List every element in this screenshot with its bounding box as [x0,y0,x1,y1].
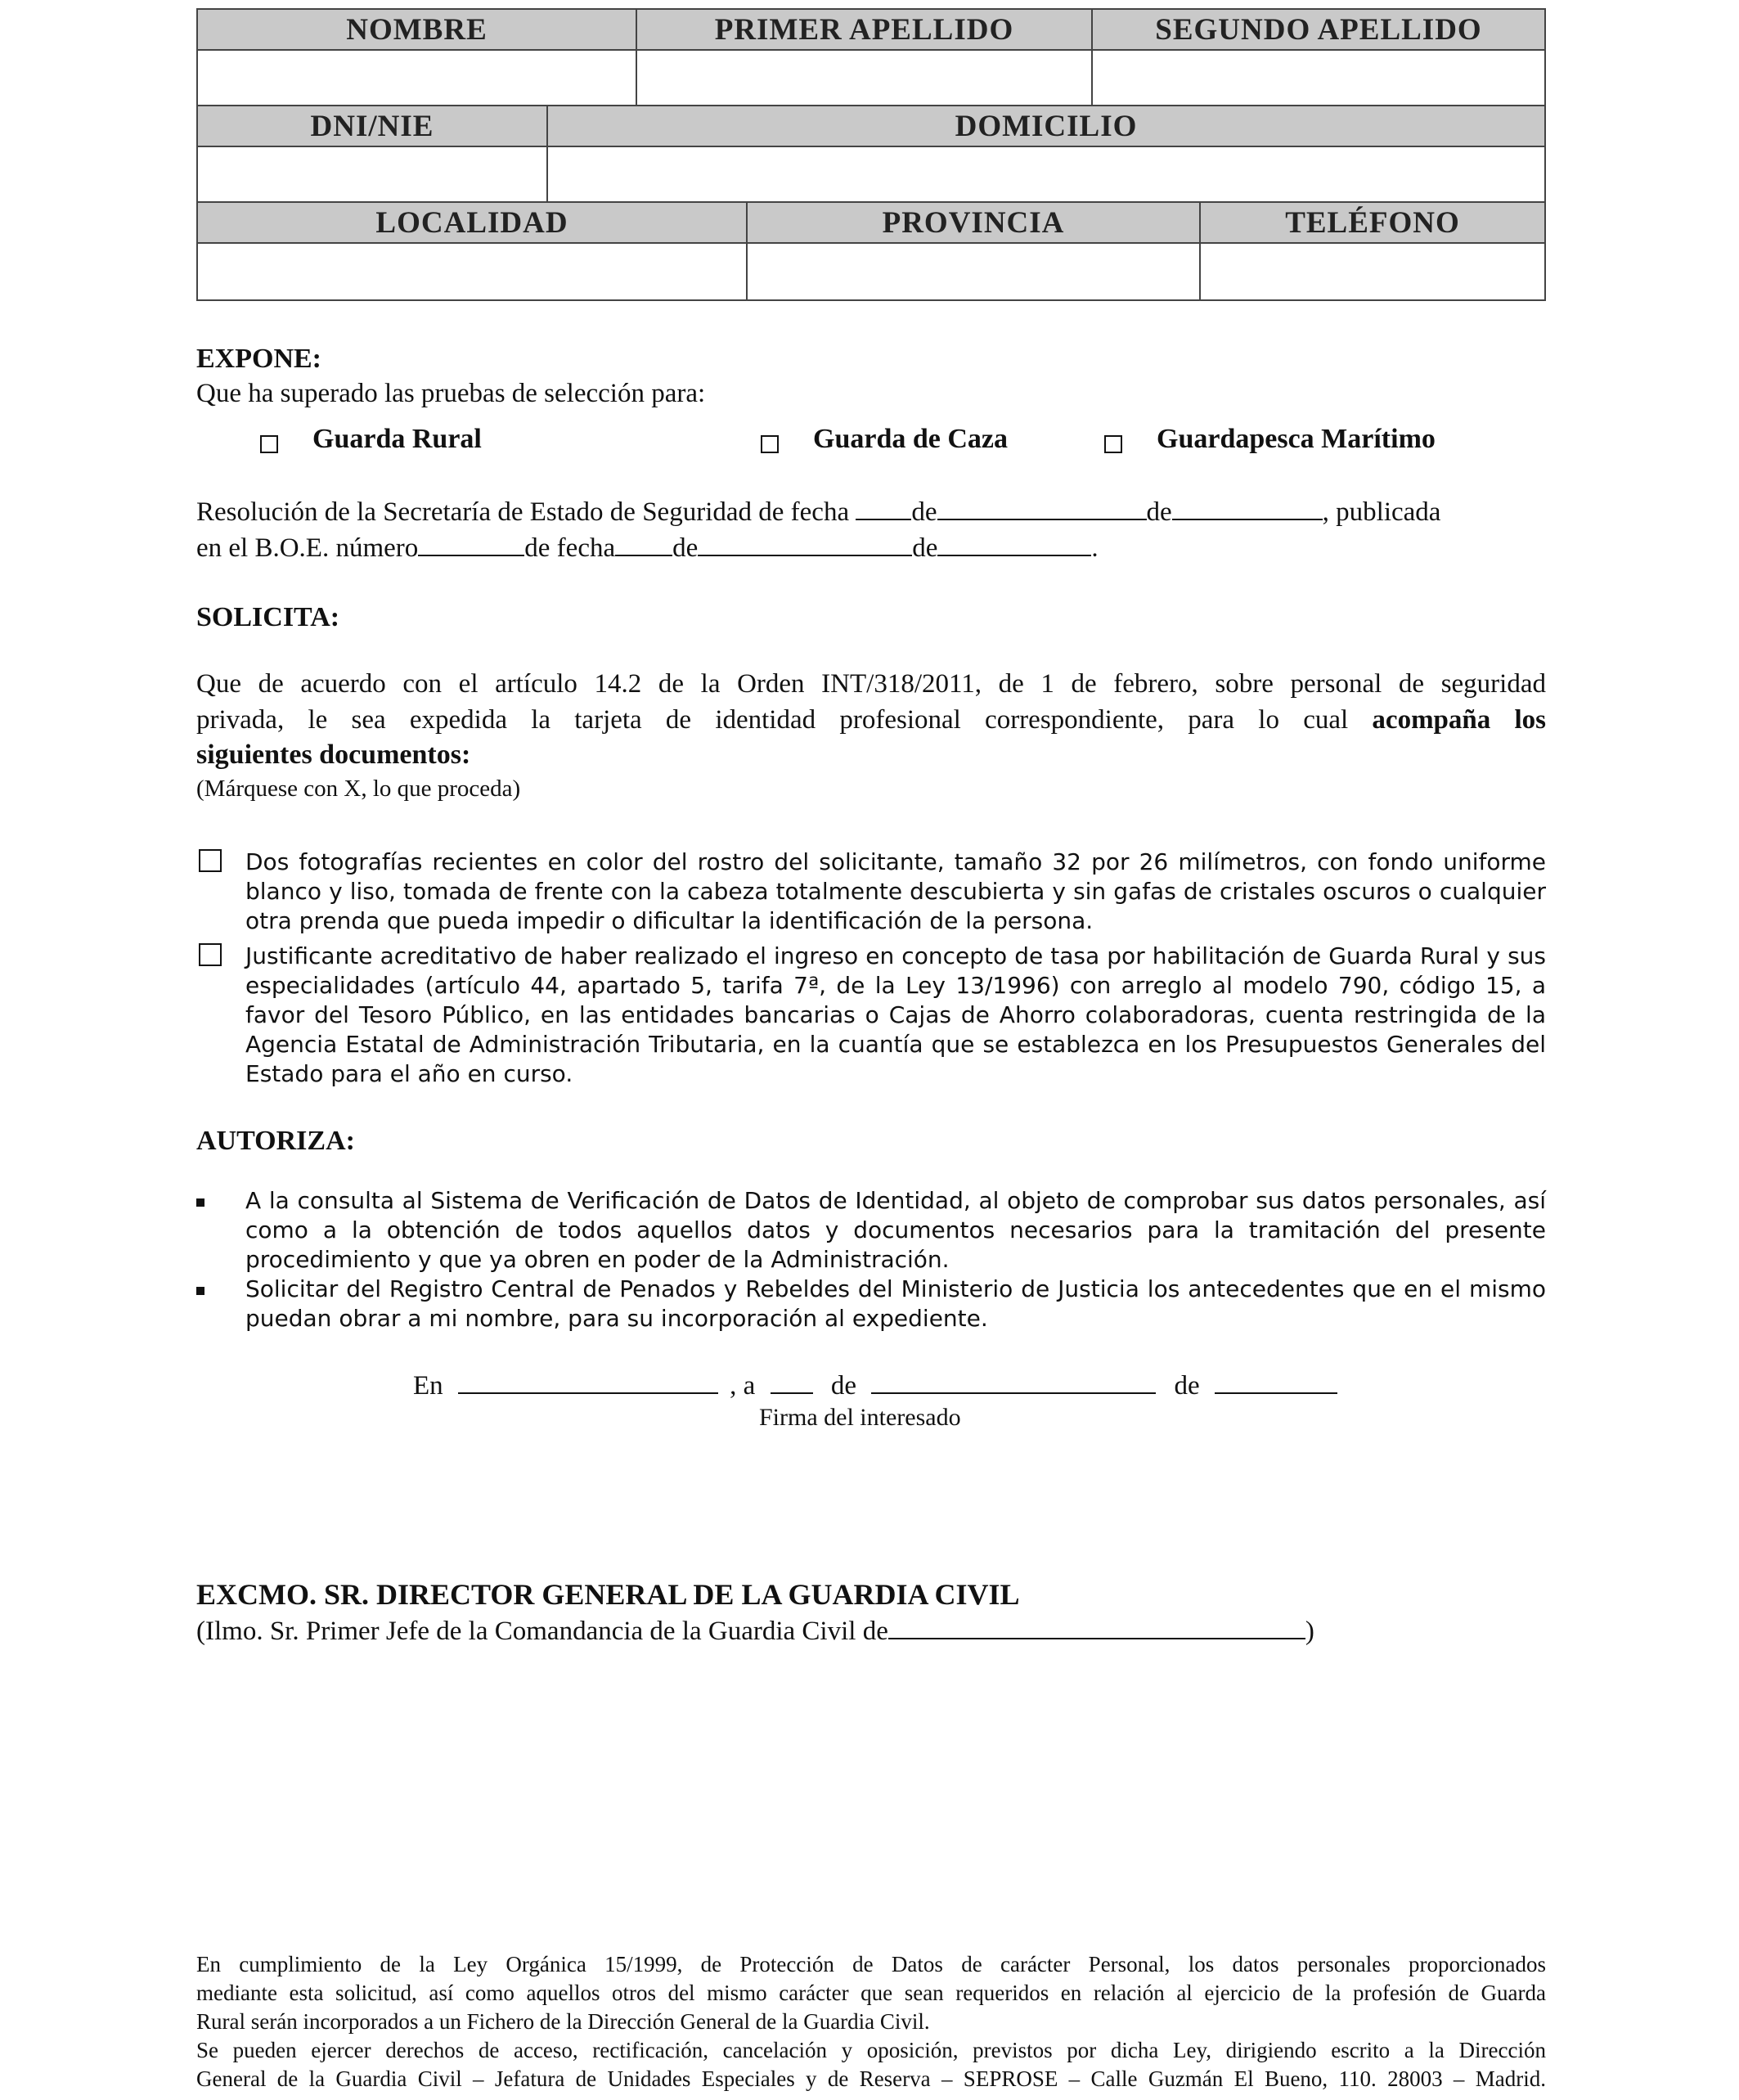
table-input-row [198,147,1544,203]
footer-line: Rural serán incorporados a un Fichero de la Dirección General de la Guardia Civil. [196,2009,930,2034]
primer-apellido-field[interactable] [637,51,1093,105]
solicita-line-2 [196,705,1546,735]
option-guardapesca-maritimo[interactable] [1104,424,1436,455]
addressee-title: EXCMO. SR. DIRECTOR GENERAL DE LA GUARDIA CIVIL [196,1578,1020,1611]
table-header-row [198,203,1544,244]
expone-intro: Que ha superado las pruebas de selección para: [196,379,706,408]
solicita-note: (Márquese con X, lo que proceda) [196,776,521,802]
header-provincia: PROVINCIA [748,203,1201,242]
resolution-de: de [911,497,937,527]
document-item-fee [245,942,1546,1089]
document-line: favor del Tesoro Público, en las entidades bancarias o Cajas de Ahorro colaboradoras, cuenta restringida de la [245,1001,1546,1028]
bullet-icon [196,1196,204,1211]
checkbox[interactable] [761,435,779,453]
autoriza-line: A la consulta al Sistema de Verificación de Datos de Identidad, al objeto de comprobar sus datos personales, así [245,1187,1546,1214]
telefono-field[interactable] [1201,244,1544,299]
solicita-heading: SOLICITA: [196,602,340,632]
autoriza-line: procedimiento y que ya obren en poder de la Administración. [245,1246,950,1273]
document-checkbox-photos[interactable] [199,849,222,872]
provincia-field[interactable] [748,244,1201,299]
document-line: blanco y liso, tomada de frente con la cabeza totalmente descubierta y sin gafas de cristales oscuros o cualquier [245,878,1546,905]
resolution-publicada: , publicada [1322,497,1441,527]
table-input-row [198,51,1544,106]
autoriza-item-1 [245,1186,1546,1275]
month-blank[interactable] [937,496,1147,520]
year-blank[interactable] [1172,496,1323,520]
nombre-field[interactable] [198,51,637,105]
signature-date-line [413,1369,1337,1401]
header-nombre: NOMBRE [198,10,637,49]
autoriza-line: Solicitar del Registro Central de Penados y Rebeldes del Ministerio de Justicia los antecedentes que en el mismo [245,1275,1546,1302]
addressee-subtitle [196,1615,1314,1647]
day-blank[interactable] [856,496,911,520]
option-guarda-caza[interactable] [761,424,1008,455]
day-blank[interactable] [615,532,672,556]
month-blank[interactable] [698,532,912,556]
de-fecha-text: de fecha [524,533,616,563]
header-primer-apellido: PRIMER APELLIDO [637,10,1093,49]
header-segundo-apellido: SEGUNDO APELLIDO [1155,12,1482,47]
checkbox[interactable] [260,435,278,453]
boe-number-blank[interactable] [418,532,524,556]
autoriza-line: como a la obtención de todos aquellos datos y documentos necesarios para la tramitación del presente [245,1216,1546,1243]
expone-heading: EXPONE: [196,344,321,374]
header-domicilio: DOMICILIO [955,109,1138,143]
header-localidad: LOCALIDAD [198,203,748,242]
document-line: Agencia Estatal de Administración Tributaria, en la cuantía que se establezca en los Presupuestos Generales del [245,1031,1546,1058]
document-line: Justificante acreditativo de haber realizado el ingreso en concepto de tasa por habilitación de Guarda Rural y sus [245,942,1546,969]
document-line: otra prenda que pueda impedir o dificultar la identificación de la persona. [245,907,1094,934]
autoriza-item-2 [245,1275,1546,1333]
table-header-row [198,106,1544,147]
addressee-suffix: ) [1305,1617,1314,1646]
autoriza-line: puedan obrar a mi nombre, para su incorporación al expediente. [245,1305,988,1332]
resolution-end: . [1091,533,1099,563]
localidad-field[interactable] [198,244,748,299]
table-header-row [198,10,1544,51]
resolution-de: de [672,533,699,563]
year-blank[interactable] [937,532,1091,556]
header-telefono: TELÉFONO [1285,205,1460,240]
document-line: Dos fotografías recientes en color del rostro del solicitante, tamaño 32 por 26 milímetros, con fondo uniforme [245,848,1546,875]
option-label: Guardapesca Marítimo [1157,424,1436,454]
signature-de: de [1174,1371,1200,1401]
addressee-prefix: (Ilmo. Sr. Primer Jefe de la Comandancia de la Guardia Civil de [196,1617,888,1646]
solicita-line-1: Que de acuerdo con el artículo 14.2 de la Orden INT/318/2011, de 1 de febrero, sobre personal de seguridad [196,669,1546,699]
footer-line: Se pueden ejercer derechos de acceso, rectificación, cancelación y oposición, previstos por dicha Ley, dirigiendo escrito a la Dirección [196,2038,1546,2062]
document-item-photos [245,848,1546,936]
year-blank[interactable] [1215,1369,1337,1394]
document-line: especialidades (artículo 44, apartado 5, tarifa 7ª, de la Ley 13/1996) con arreglo al modelo 790, código 15, a [245,972,1546,999]
day-blank[interactable] [771,1369,813,1394]
resolution-line-1 [196,496,1546,528]
resolution-de: de [912,533,938,563]
autoriza-heading: AUTORIZA: [196,1126,355,1156]
header-dni-nie: DNI/NIE [198,106,548,146]
footer-line: mediante esta solicitud, así como aquellos otros del mismo carácter que sean requeridos en relación al ejercicio de la profesión de Guarda [196,1981,1546,2005]
footer-line: General de la Guardia Civil – Jefatura de Unidades Especiales y de Reserva – SEPROSE – Calle Guzmán El Bueno, 110. 28003 – Madrid. [196,2066,1546,2091]
option-label: Guarda Rural [312,424,482,454]
document-line: Estado para el año en curso. [245,1060,573,1087]
month-blank[interactable] [871,1369,1156,1394]
signature-de: de [830,1371,856,1401]
footer-line: En cumplimiento de la Ley Orgánica 15/1999, de Protección de Datos de carácter Personal, los datos personales proporcionados [196,1952,1546,1976]
resolution-de: de [1146,497,1172,527]
bullet-icon [196,1284,204,1299]
signature-en: En [413,1371,443,1401]
option-guarda-rural[interactable] [260,424,482,455]
solicita-bold: acompaña los [1372,705,1547,735]
solicita-text: privada, le sea expedida la tarjeta de identidad profesional correspondiente, para lo cual [196,705,1349,735]
segundo-apellido-field[interactable] [1093,51,1544,105]
comandancia-blank[interactable] [888,1615,1305,1639]
resolution-line-2 [196,532,1099,564]
table-input-row [198,244,1544,299]
domicilio-field[interactable] [548,147,1544,201]
document-checkbox-fee[interactable] [199,943,222,966]
signature-a: , a [730,1371,756,1401]
checkbox[interactable] [1104,435,1122,453]
personal-data-table [196,8,1546,301]
solicita-line-3: siguientes documentos: [196,740,471,770]
data-protection-footer [196,1950,1546,2093]
option-label: Guarda de Caza [813,424,1008,454]
boe-text: en el B.O.E. número [196,533,419,563]
dni-nie-field[interactable] [198,147,548,201]
signature-caption: Firma del interesado [759,1404,961,1431]
place-blank[interactable] [458,1369,718,1394]
resolution-text: Resolución de la Secretaría de Estado de Seguridad de fecha [196,497,850,527]
